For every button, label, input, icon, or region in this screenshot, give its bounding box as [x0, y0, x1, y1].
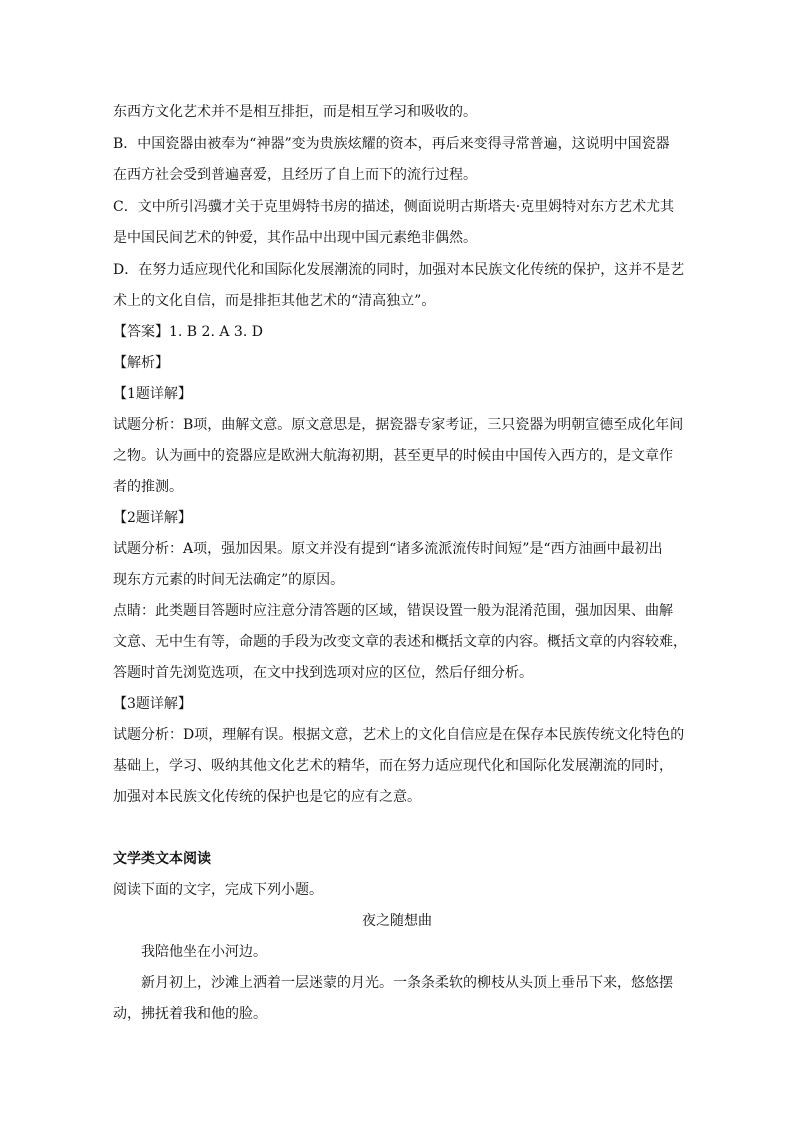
q2-heading: 【2题详解】 — [113, 510, 192, 526]
option-a-end: 东西方文化艺术并不是相互排拒，而是相互学习和吸收的。 — [113, 104, 477, 120]
section-title: 文学类文本阅读 — [113, 851, 211, 867]
q2-line1: 试题分析：A项，强加因果。原文并没有提到“诸多流派流传时间短”是“西方油画中最初出 — [113, 541, 663, 557]
q1-line1: 试题分析：B项，曲解文意。原文意思是，据瓷器专家考证，三只瓷器为明朝宣德至成化年间 — [113, 417, 684, 433]
option-c-line2: 是中国民间艺术的钟爱，其作品中出现中国元素绝非偶然。 — [113, 230, 477, 246]
story-paragraph-1: 我陪他坐在小河边。 — [141, 944, 267, 960]
q3-heading: 【3题详解】 — [113, 696, 192, 712]
q1-line3: 者的推测。 — [113, 479, 183, 495]
story-paragraph-2-line2: 动，拂抚着我和他的脸。 — [113, 1006, 267, 1022]
option-d-line2: 术上的文化自信，而是排拒其他艺术的“清高独立”。 — [113, 293, 436, 309]
option-d-line1: D．在努力适应现代化和国际化发展潮流的同时，加强对本民族文化传统的保护，这并不是艺 — [113, 262, 685, 278]
option-b-line1: B．中国瓷器由被奉为“神器”变为贵族炫耀的资本，再后来变得寻常普遍，这说明中国瓷器 — [113, 136, 670, 152]
analysis-heading: 【解析】 — [113, 355, 169, 371]
section-instruction: 阅读下面的文字，完成下列小题。 — [113, 882, 323, 898]
q1-line2: 之物。认为画中的瓷器应是欧洲大航海初期，甚至更早的时候由中国传入西方的，是文章作 — [113, 448, 673, 464]
answer-line: 【答案】1. B 2. A 3. D — [113, 324, 263, 340]
q3-line2: 基础上，学习、吸纳其他文化艺术的精华，而在努力适应现代化和国际化发展潮流的同时， — [113, 758, 673, 774]
q3-line3: 加强对本民族文化传统的保护也是它的应有之意。 — [113, 789, 421, 805]
story-paragraph-2-line1: 新月初上，沙滩上洒着一层迷蒙的月光。一条条柔软的柳枝从头顶上垂吊下来，悠悠摆 — [141, 975, 673, 991]
q1-heading: 【1题详解】 — [113, 386, 192, 402]
q2-line2: 现东方元素的时间无法确定”的原因。 — [113, 572, 345, 588]
option-c-line1: C．文中所引冯骥才关于克里姆特书房的描述，侧面说明古斯塔夫·克里姆特对东方艺术尤其 — [113, 199, 675, 215]
q3-line1: 试题分析：D项，理解有误。根据文意，艺术上的文化自信应是在保存本民族传统文化特色的 — [113, 727, 685, 743]
q2-tip-line2: 文意、无中生有等，命题的手段为改变文章的表述和概括文章的内容。概括文章的内容较难， — [113, 634, 687, 650]
story-title: 夜之随想曲 — [362, 913, 432, 929]
q2-tip-line3: 答题时首先浏览选项，在文中找到选项对应的区位，然后仔细分析。 — [113, 665, 533, 681]
option-b-line2: 在西方社会受到普遍喜爱，且经历了自上而下的流行过程。 — [113, 167, 477, 183]
q2-tip-line1: 点睛：此类题目答题时应注意分清答题的区域，错误设置一般为混淆范围，强加因果、曲解 — [113, 603, 673, 619]
